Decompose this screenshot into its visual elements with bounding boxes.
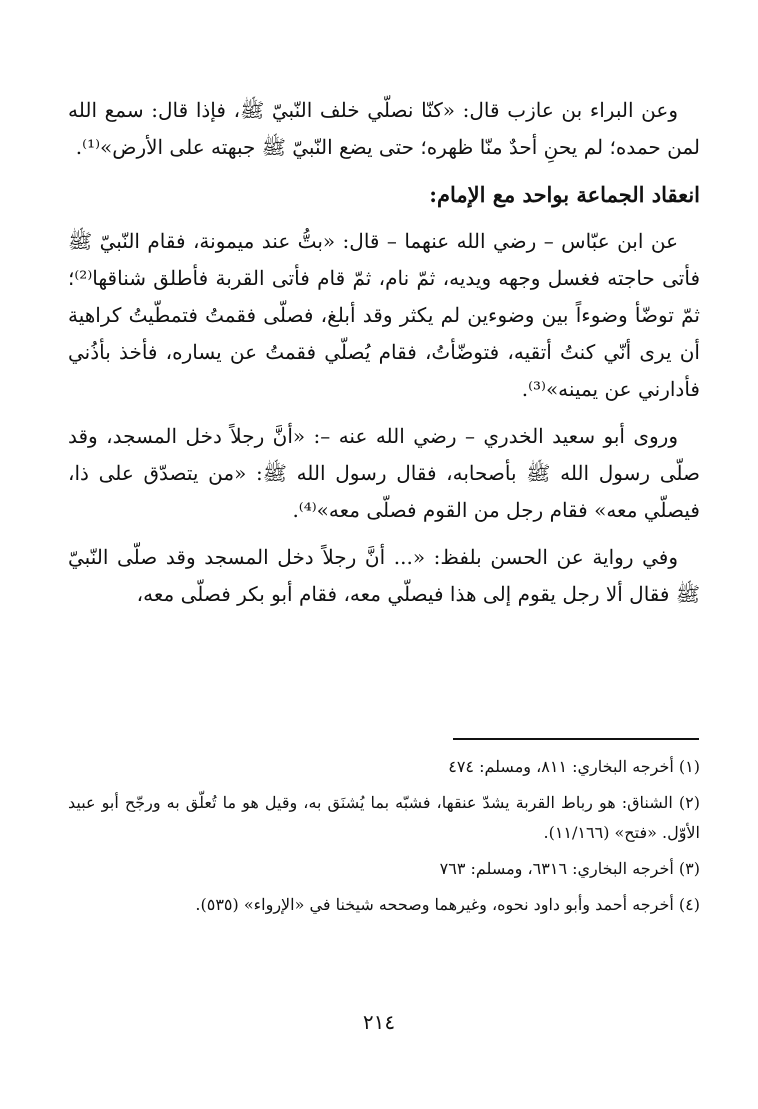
footnote-1: (١) أخرجه البخاري: ٨١١، ومسلم: ٤٧٤ [448, 757, 700, 776]
paragraph-3 [68, 418, 700, 529]
main-text [68, 92, 700, 623]
section-heading: انعقاد الجماعة بواحد مع الإمام: [429, 182, 700, 207]
footnote-divider [453, 738, 699, 740]
footnotes [68, 752, 700, 926]
footnote-2: (٢) الشناق: هو رباط القربة يشدّ عنقها، فشبّه بما يُشنَق به، وقيل هو ما تُعلّق به ورجّح أبو عبيد الأوّل. «فتح» (١١/١٦٦). [68, 793, 700, 842]
paragraph-2 [68, 223, 700, 408]
paragraph-4 [68, 539, 700, 613]
page-number: ٢١٤ [362, 1010, 396, 1034]
paragraph-text: وعن البراء بن عازب قال: «كنّا نصلّي خلف النّبيّ ﷺ، فإذا قال: سمع الله لمن حمده؛ لم يحنِ أحدٌ منّا ظهره؛ حتى يضع النّبيّ ﷺ جبهته على الأرض»⁽¹⁾. [68, 98, 700, 159]
footnote-4: (٤) أخرجه أحمد وأبو داود نحوه، وغيرهما وصححه شيخنا في «الإرواء» (٥٣٥). [195, 895, 700, 914]
paragraph-text: وفي رواية عن الحسن بلفظ: «... أنَّ رجلاً دخل المسجد وقد صلّى النّبيّ ﷺ فقال ألا رجل يقوم إلى هذا فيصلّي معه، فقام أبو بكر فصلّى معه، [68, 545, 700, 606]
footnote-3: (٣) أخرجه البخاري: ٦٣١٦، ومسلم: ٧٦٣ [439, 859, 700, 878]
paragraph-1 [68, 92, 700, 166]
paragraph-text: عن ابن عبّاس – رضي الله عنهما – قال: «بتُّ عند ميمونة، فقام النّبيّ ﷺ فأتى حاجته فغسل وجهه ويديه، ثمّ نام، ثمّ قام فأتى القربة فأطلق شناقها⁽²⁾؛ ثمّ توضّأ وضوءاً بين وضوءين لم يكثر وقد أبلغ، فصلّى فقمتُ فتمطّيتُ كراهية أن يرى أنّي كنتُ أتقيه، فتوضّأتُ، فقام يُصلّي فقمتُ عن يساره، فأخذ بأذُني فأدارني عن يمينه»⁽³⁾. [68, 229, 700, 401]
paragraph-text: وروى أبو سعيد الخدري – رضي الله عنه –: «أنَّ رجلاً دخل المسجد، وقد صلّى رسول الله ﷺ بأصحابه، فقال رسول الله ﷺ: «من يتصدّق على ذا، فيصلّي معه» فقام رجل من القوم فصلّى معه»⁽⁴⁾. [68, 424, 700, 522]
